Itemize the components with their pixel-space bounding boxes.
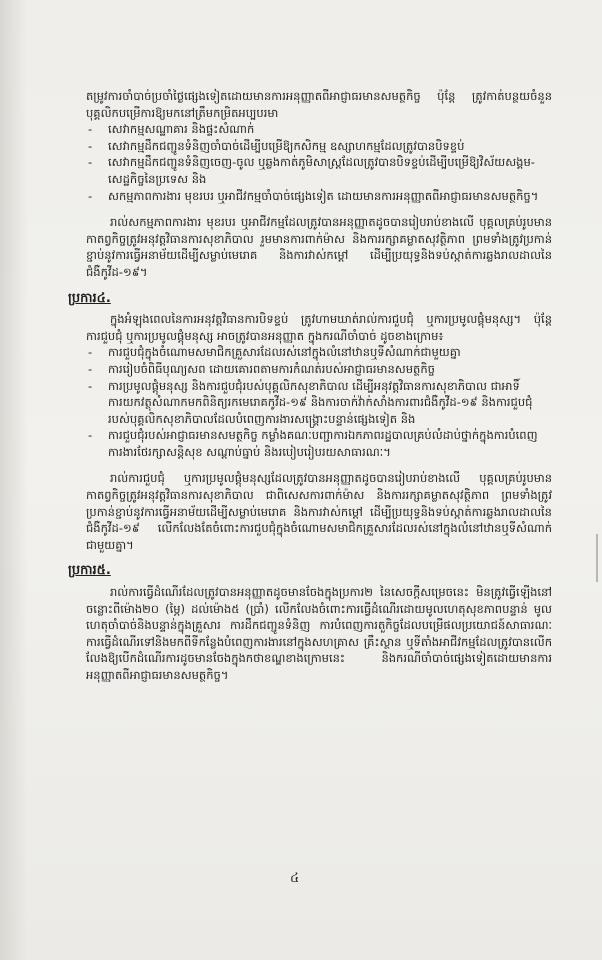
intro-continuation: តម្រូវការចាំបាច់ប្រចាំថ្ងៃផ្សេងទៀតដោយមានការអនុញ្ញាតពីអាជ្ញាធរមានសមត្ថកិច្ច ប៉ុន្តែ ត្រូវកាត់បន្ថយចំនួនបុគ្គលិកបម្រើការឱ្យមកនៅត្រឹមកម្រិតអប្បបរមា (86, 89, 552, 120)
article-4-lead: ក្នុងអំឡុងពេលនៃការអនុវត្តវិធានការបិទខ្ទប់ ត្រូវហាមឃាត់រាល់ការជួបជុំ ឬការប្រមូលផ្ដុំមនុស្ស។ ប៉ុន្តែ ការជួបជុំ ឬការប្រមូលផ្ដុំមនុស្ស អាចត្រូវបានអនុញ្ញាត ក្នុងករណីចាំបាច់ ដូចខាងក្រោម៖ (86, 312, 552, 343)
intro-closing-paragraph: រាល់សកម្មភាពការងារ មុខរបរ ឬអាជីវកម្មដែលត្រូវបានអនុញ្ញាតដូចបានរៀបរាប់ខាងលើ បុគ្គលគ្រប់រូបមានកាតព្វកិច្ចត្រូវអនុវត្តវិធានការសុខាភិបាល រួមមានការពាក់ម៉ាស និងការរក្សាគម្លាតសុវត្ថិភាព ព្រមទាំងត្រូវប្រកាន់ខ្ជាប់នូវការធ្វើអនាម័យដើម្បីសម្លាប់មេរោគ និងការវាស់កម្ដៅ ដើម្បីប្រយុទ្ធនិងទប់ស្កាត់ការឆ្លងរាលដាលនៃជំងឺកូវីដ-១៩។ (86, 215, 552, 279)
list-item: - ការជួបជុំរបស់អាជ្ញាធរមានសមត្ថកិច្ច កម្លាំងគណៈបញ្ជាការឯកភាពរដ្ឋបាលគ្រប់លំដាប់ថ្នាក់ក្នុងការបំពេញការងារថែរក្សាសន្តិសុខ សណ្តាប់ធ្នាប់ និងរបៀបរៀបរយសាធារណៈ។ (86, 427, 552, 460)
list-item: - ការរៀបចំពិធីបុណ្យសព ដោយគោរពតាមការកំណត់របស់អាជ្ញាធរមានសមត្ថកិច្ច (86, 361, 552, 378)
page-edge-shadow (0, 0, 28, 960)
document-body (68, 88, 552, 684)
page-number: ៤ (290, 871, 300, 886)
article-4-list (86, 344, 552, 460)
list-item: - ការប្រមូលផ្ដុំមនុស្ស និងការជួបជុំរបស់បុគ្គលិកសុខាភិបាល ដើម្បីអនុវត្តវិធានការសុខាភិបាល ជាអាទិ៍ ការយកវត្ថុសំណាកមកពិនិត្យរកមេរោគកូវីដ-១៩ និងការចាក់វ៉ាក់សាំងការពារជំងឺកូវីដ-១៩ និងការជួបជុំរបស់បុគ្គលិកសុខាភិបាលដែលបំពេញការងារសង្គ្រោះបន្ទាន់ផ្សេងទៀត និង (86, 378, 552, 428)
scrollbar-thumb[interactable] (596, 534, 598, 582)
list-item: - ការជួបជុំក្នុងចំណោមសមាជិកគ្រួសារដែលរស់នៅក្នុងលំនៅឋានឬទីសំណាក់ជាមួយគ្នា (86, 344, 552, 361)
article-5-body: រាល់ការធ្វើដំណើរដែលត្រូវបានអនុញ្ញាតដូចមានចែងក្នុងប្រការ២ នៃសេចក្តីសម្រេចនេះ មិនត្រូវធ្វើឡើងនៅចន្លោះពីម៉ោង២០ (ម្ភៃ) ដល់ម៉ោង៥ (ប្រាំ) លើកលែងចំពោះការធ្វើដំណើរដោយមូលហេតុសុខភាពបន្ទាន់ មូលហេតុចាំបាច់និងបន្ទាន់ក្នុងគ្រួសារ ការដឹកជញ្ជូនទំនិញ ការបំពេញការតួកិច្ចដែលបម្រើផលប្រយោជន៍សាធារណៈ ការធ្វើដំណើរទៅនិងមកពីទីកន្លែងបំពេញការងារនៅក្នុងសហគ្រាស គ្រឹះស្ថាន ឬទីតាំងអាជីវកម្មដែលត្រូវបានលើកលែងឱ្យបើកដំណើរការដូចមានចែងក្នុងកថាខណ្ឌខាងក្រោមនេះ និងករណីចាំបាច់ផ្សេងទៀតដោយមានការអនុញ្ញាតពីអាជ្ញាធរមានសមត្ថកិច្ច។ (86, 585, 552, 682)
intro-exception-list (86, 121, 552, 204)
list-item: - សេវាកម្មសណ្ឋាគារ និងផ្ទះសំណាក់ (86, 121, 552, 138)
list-item: - សេវាកម្មដឹកជញ្ជូនទំនិញចាំបាច់ដើម្បីបម្រើឱ្យកសិកម្ម ឧស្សាហកម្មដែលត្រូវបានបិទខ្ទប់ (86, 138, 552, 155)
list-item: - សកម្មភាពការងារ មុខរបរ ឬអាជីវកម្មចាំបាច់ផ្សេងទៀត ដោយមានការអនុញ្ញាតពីអាជ្ញាធរមានសមត្ថកិច្ច។ (86, 188, 552, 205)
article-4-heading: ប្រការ៤. (68, 290, 111, 306)
article-5-heading: ប្រការ៥. (68, 563, 111, 579)
list-item: - សេវាកម្មដឹកជញ្ជូនទំនិញចេញ-ចូល ឬឆ្លងកាត់ភូមិសាស្ត្រដែលត្រូវបានបិទខ្ទប់ដើម្បីបម្រើឱ្យវិស័យសង្គម-សេដ្ឋកិច្ចនៃប្រទេស និង (86, 154, 552, 187)
article-4-closing-paragraph: រាល់ការជួបជុំ ឬការប្រមូលផ្ដុំមនុស្សដែលត្រូវបានអនុញ្ញាតដូចបានរៀបរាប់ខាងលើ បុគ្គលគ្រប់រូបមានកាតព្វកិច្ចត្រូវអនុវត្តវិធានការសុខាភិបាល ជាពិសេសការពាក់ម៉ាស និងការរក្សាគម្លាតសុវត្ថិភាព ព្រមទាំងត្រូវប្រកាន់ខ្ជាប់នូវការធ្វើអនាម័យដើម្បីសម្លាប់មេរោគ និងការវាស់កម្ដៅ ដើម្បីប្រយុទ្ធនិងទប់ស្កាត់ការឆ្លងរាលដាលនៃជំងឺកូវីដ-១៩ លើកលែងតែចំពោះការជួបជុំក្នុងចំណោមសមាជិកគ្រួសារដែលរស់នៅក្នុងលំនៅឋានឬទីសំណាក់ជាមួយគ្នា។ (86, 471, 552, 552)
